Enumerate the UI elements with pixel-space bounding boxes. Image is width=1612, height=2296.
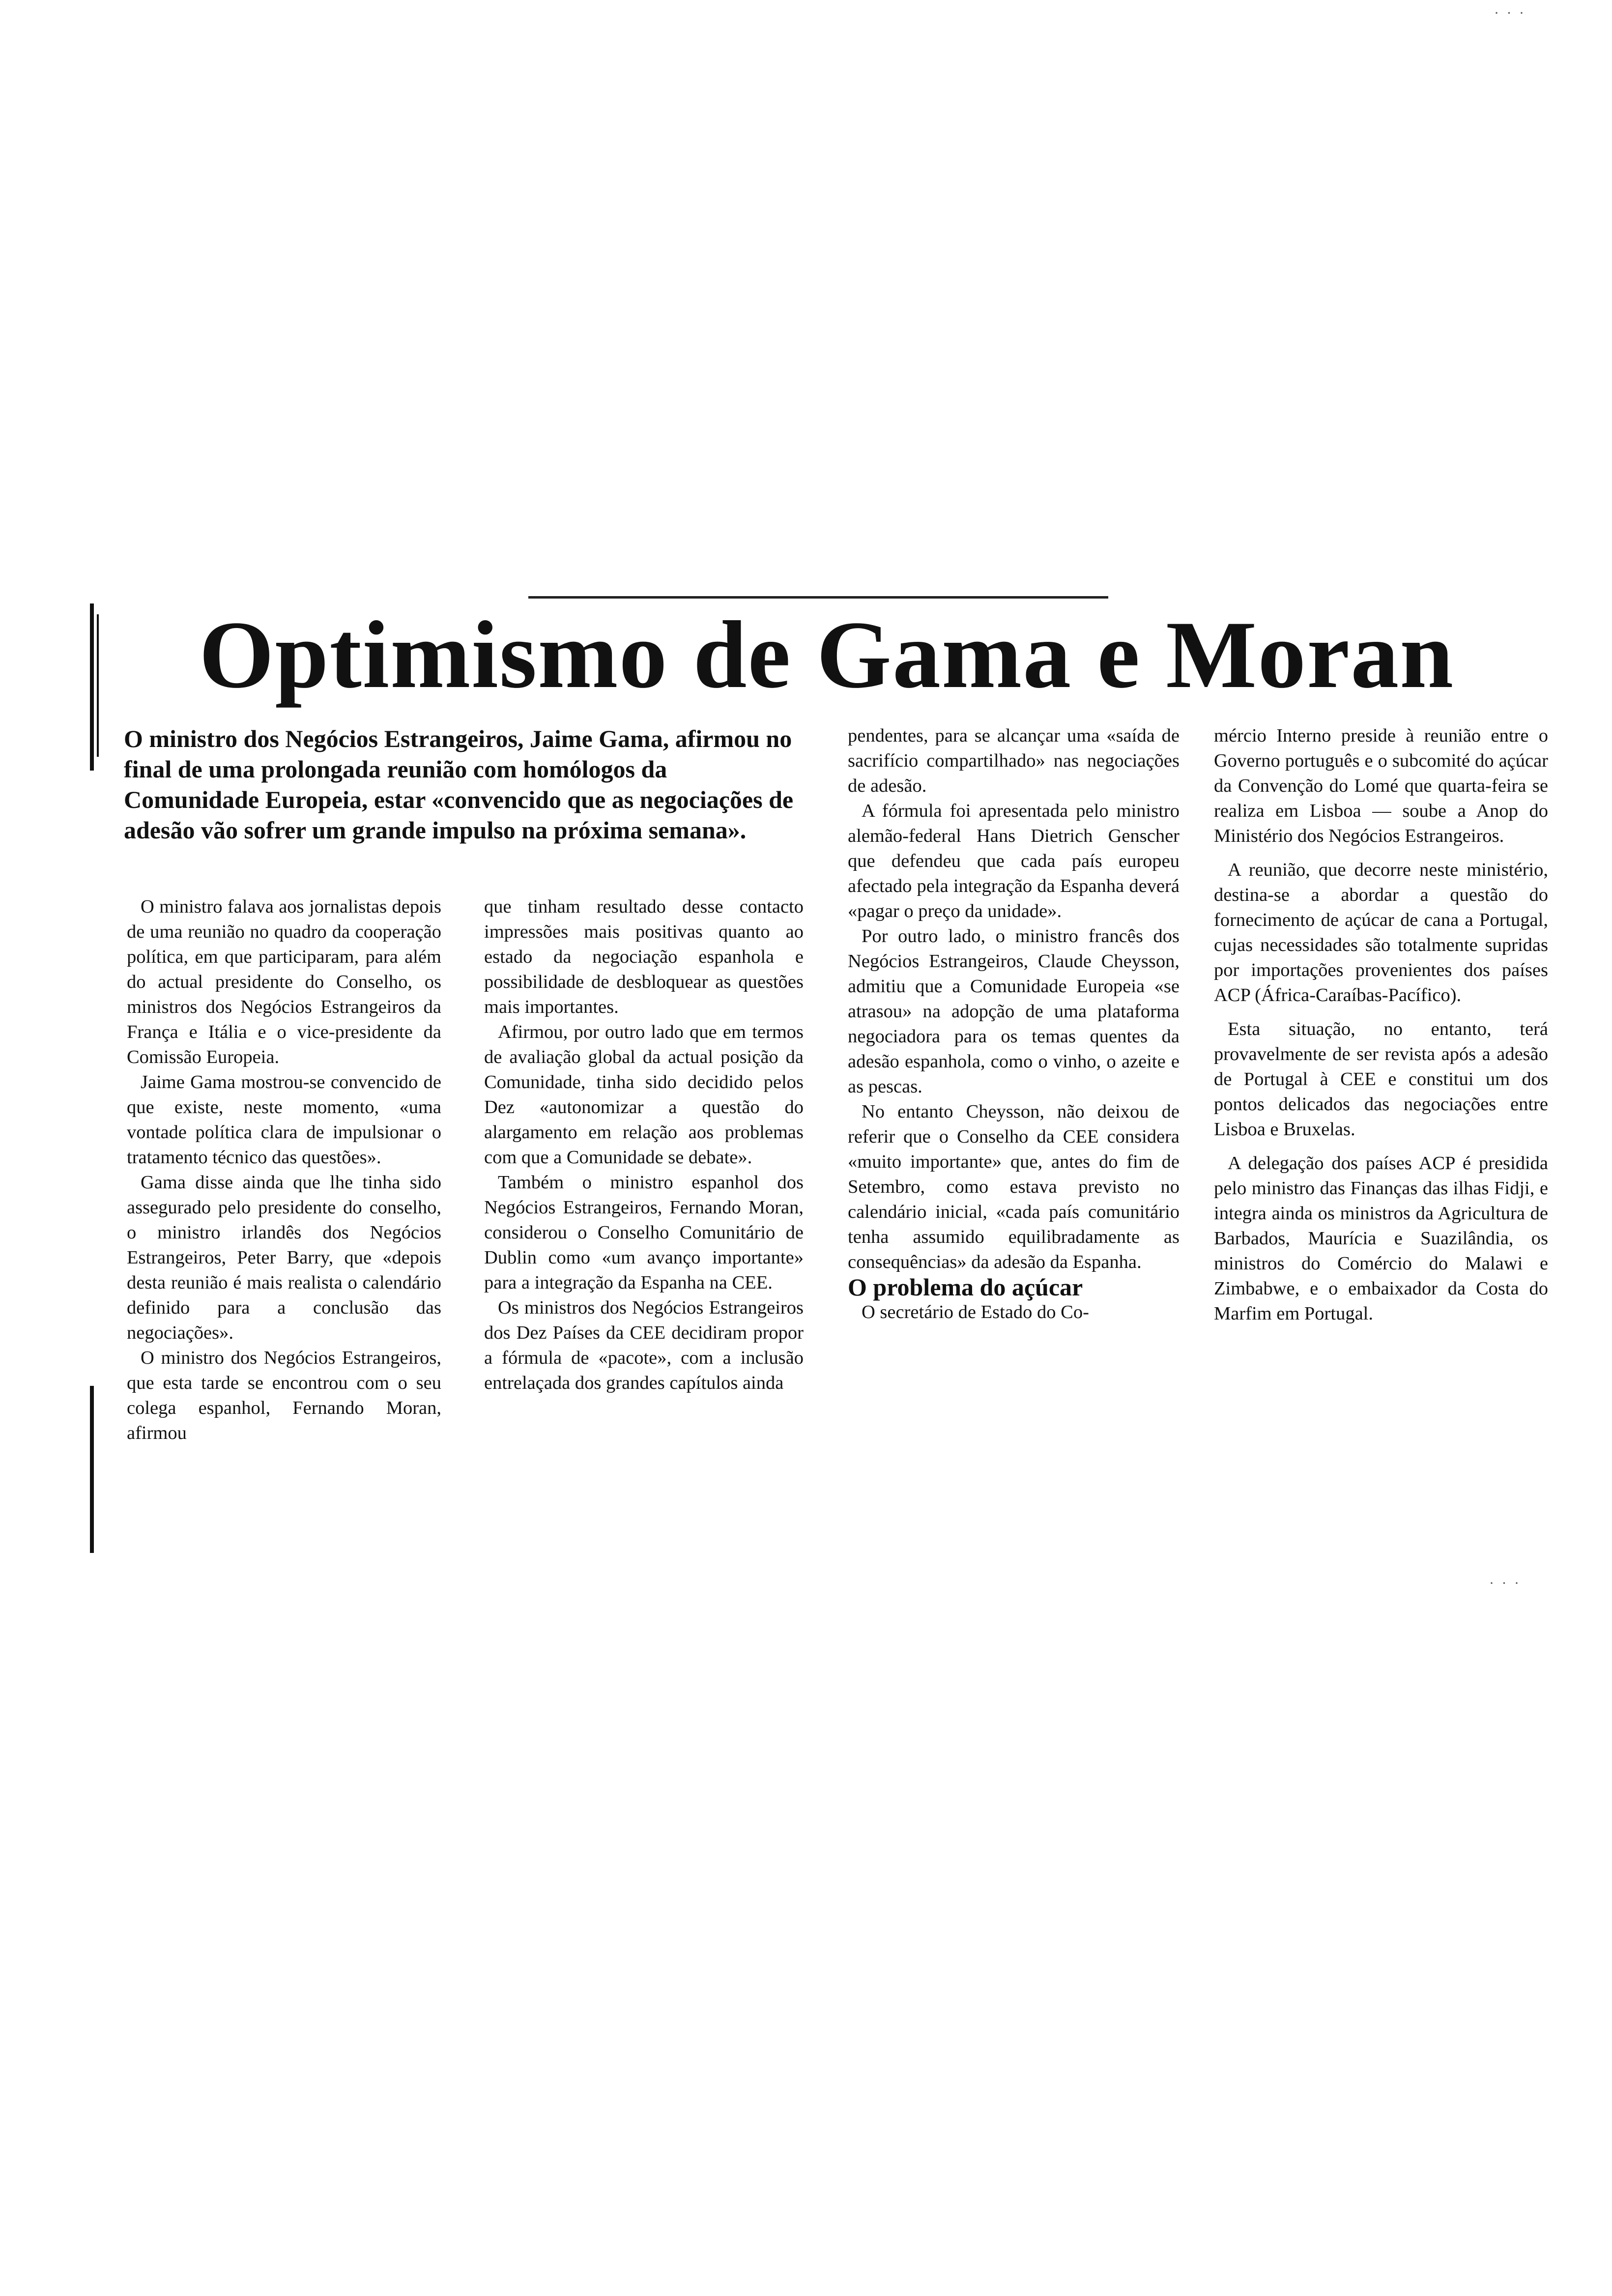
column-1 [127,894,441,1446]
paragraph: A reunião, que decorre neste ministério, destina-se a abordar a questão do fornecimento de açúcar de cana a Portugal, cujas necessidades são totalmente supridas por importações provenientes dos países ACP (África-Caraíbas-Pacífico). [1214,860,1548,1005]
article-title: Optimismo de Gama e Moran [199,602,1455,708]
paragraph: O ministro dos Negócios Estrangeiros, que esta tarde se encontrou com o seu colega espanhol, Fernando Moran, afirmou [127,1348,441,1443]
paragraph: O ministro falava aos jornalistas depois de uma reunião no quadro da cooperação política, em que participaram, para além do actual presidente do Conselho, os ministros dos Negócios Estrangeiros da França e Itália e o vice-presidente da Comissão Europeia. [127,896,441,1067]
paragraph: pendentes, para se alcançar uma «saída de sacrifício compartilhado» nas negociações de adesão. [848,725,1180,796]
column-3 [848,723,1180,1325]
margin-mark-bottom [90,1386,94,1553]
paragraph: Gama disse ainda que lhe tinha sido assegurado pelo presidente do conselho, o ministro irlandês dos Negócios Estrangeiros, Peter Barry, que «depois desta reunião é mais realista o calendário definido para a conclusão das negociações». [127,1172,441,1343]
paragraph: A delegação dos países ACP é presidida pelo ministro das Finanças das ilhas Fidji, e integra ainda os ministros da Agricultura de Barbados, Maurícia e Suazilândia, os ministros do Comércio do Malawi e Zimbabwe, e o embaixador da Costa do Marfim em Portugal. [1214,1153,1548,1324]
article-lead: O ministro dos Negócios Estrangeiros, Jaime Gama, afirmou no final de uma prolongada reunião com homólogos da Comunidade Europeia, estar «convencido que as negociações de adesão vão sofrer um grande impulso na próxima semana». [124,725,794,844]
paragraph: Esta situação, no entanto, terá provavelmente de ser revista após a adesão de Portugal à CEE e constitui um dos pontos delicados das negociações entre Lisboa e Bruxelas. [1214,1019,1548,1140]
scan-noise: · · · [1489,1575,1521,1591]
top-rule [528,596,1108,599]
section-subhead: O problema do açúcar [848,1273,1083,1301]
paragraph: Também o ministro espanhol dos Negócios Estrangeiros, Fernando Moran, considerou o Conselho Comunitário de Dublin como «um avanço importante» para a integração da Espanha na CEE. [484,1172,804,1293]
column-4 [1214,723,1548,1335]
paragraph: que tinham resultado desse contacto impressões mais positivas quanto ao estado da negociação espanhola e possibilidade de desbloquear as questões mais importantes. [484,896,804,1017]
paragraph: Os ministros dos Negócios Estrangeiros dos Dez Países da CEE decidiram propor a fórmula de «pacote», com a inclusão entrelaçada dos grandes capítulos ainda [484,1297,804,1393]
paragraph: O secretário de Estado do Co- [862,1302,1089,1322]
paragraph: Por outro lado, o ministro francês dos Negócios Estrangeiros, Claude Cheysson, admitiu que a Comunidade Europeia «se atrasou» na adopção de uma plataforma negociadora para os temas quentes da adesão espanhola, como o vinho, o azeite e as pescas. [848,926,1180,1097]
paragraph: No entanto Cheysson, não deixou de referir que o Conselho da CEE considera «muito importante» que, antes do fim de Setembro, como estava previsto no calendário inicial, «cada país comunitário tenha assumido equilibradamente as consequências» da adesão da Espanha. [848,1101,1180,1272]
scan-noise: · · · [1494,5,1526,21]
margin-mark-top-2 [97,614,99,757]
paragraph: A fórmula foi apresentada pelo ministro alemão-federal Hans Dietrich Genscher que defendeu que cada país europeu afectado pela integração da Espanha deverá «pagar o preço da unidade». [848,801,1180,921]
paragraph: Afirmou, por outro lado que em termos de avaliação global da actual posição da Comunidade, tinha sido decidido pelos Dez «autonomizar a questão do alargamento em relação aos problemas com que a Comunidade se debate». [484,1022,804,1168]
paragraph: Jaime Gama mostrou-se convencido de que existe, neste momento, «uma vontade política clara de impulsionar o tratamento técnico das questões». [127,1072,441,1168]
paragraph: mércio Interno preside à reunião entre o Governo português e o subcomité do açúcar da Convenção do Lomé que quarta-feira se realiza em Lisboa — soube a Anop do Ministério dos Negócios Estrangeiros. [1214,725,1548,846]
column-2 [484,894,804,1396]
margin-mark-top [90,603,94,771]
